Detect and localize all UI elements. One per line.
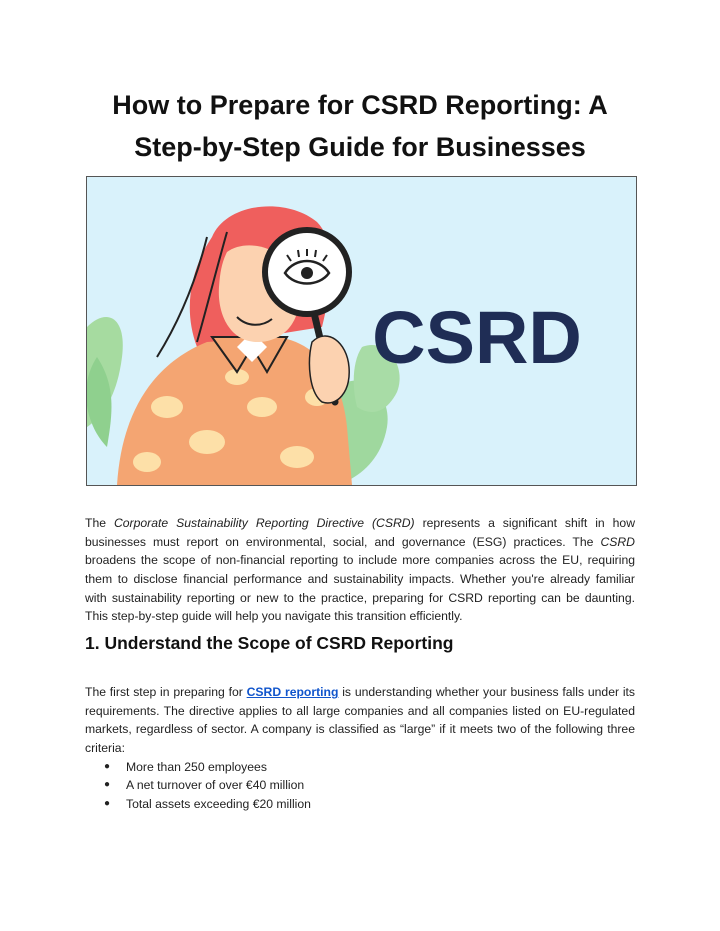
section-post: is understanding whether your business falls under its requirements. The directive applies to all large companies and all companies listed on EU-regulated markets, regardless of sector. A company is classified as “large” if it meets two of the following three criteria: [85, 685, 636, 755]
csrd-illustration [87, 177, 636, 485]
list-item: ● More than 250 employees [104, 758, 311, 776]
page-title [60, 84, 660, 168]
csrd-logo: CSRD [372, 296, 582, 379]
title-line-2: Step-by-Step Guide for Businesses [134, 132, 586, 162]
section-pre: The first step in preparing for [85, 685, 247, 700]
hand-shape [309, 336, 349, 403]
hero-illustration [86, 176, 637, 486]
title-line-1: How to Prepare for CSRD Reporting: A [112, 90, 608, 120]
csrd-reporting-link[interactable]: CSRD reporting [246, 685, 339, 700]
intro-pre: The [85, 516, 114, 531]
list-item: ● Total assets exceeding €20 million [104, 795, 311, 813]
intro-term2: CSRD [600, 534, 635, 549]
intro-mid: represents a significant shift in how businesses must report on environmental, social, and governance (ESG) practices. The [85, 516, 636, 549]
section-heading: 1. Understand the Scope of CSRD Reporting [85, 633, 454, 653]
intro-paragraph [85, 514, 635, 626]
criteria-list [104, 758, 311, 813]
intro-post: broadens the scope of non-financial reporting to include more companies across the EU, requiring them to disclose financial performance and sustainability impacts. Whether you're already familiar with sustainability reporting or new to the practice, preparing for CSRD reporting can be daunting. This step-by-step guide will help you navigate this transition efficiently. [85, 553, 635, 624]
intro-term: Corporate Sustainability Reporting Directive (CSRD) [113, 516, 415, 531]
section-paragraph [85, 683, 635, 757]
list-item: ● A net turnover of over €40 million [104, 776, 311, 794]
